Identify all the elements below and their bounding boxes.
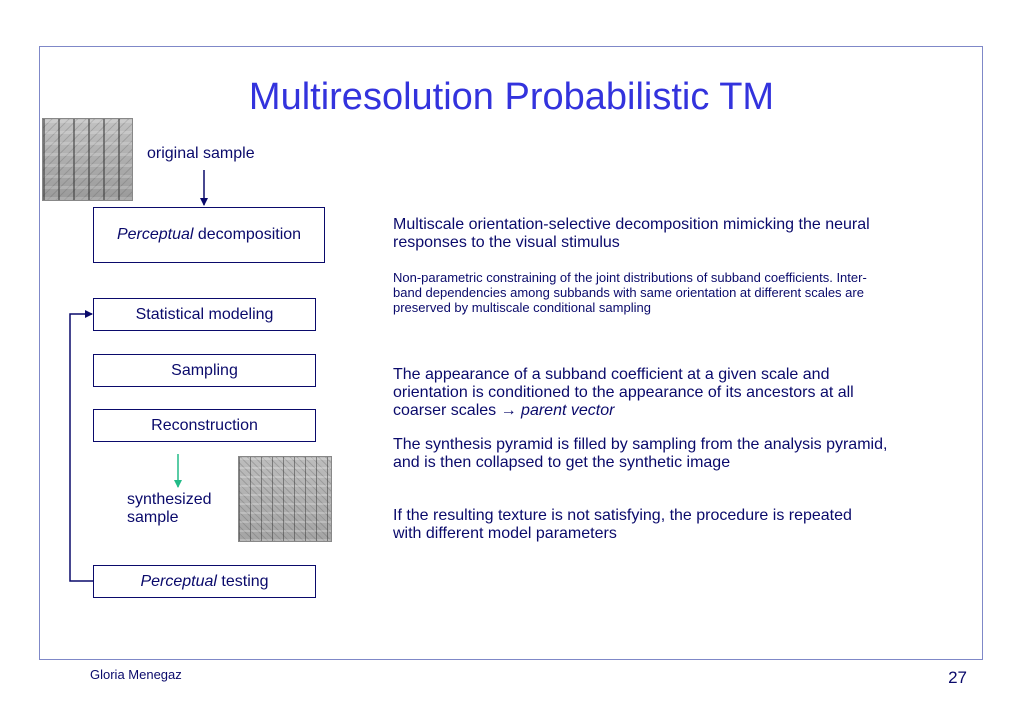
decomposition-italic: Perceptual [116,226,194,243]
page-number: 27 [948,668,967,687]
testing-label: testing [216,572,269,590]
original-sample-label: original sample [147,145,255,162]
sampling-box [93,354,316,387]
sampling-label: Sampling [171,361,238,379]
feedback-loop-arrow [70,314,94,581]
slide-title: Multiresolution Probabilistic TM [248,76,775,118]
statistical-modeling-box [93,298,316,331]
testing-italic: Perceptual [140,572,217,590]
parent-vector-text: The appearance of a subband coefficient at a given scale and orientation is conditioned to the appearance of its ancestors at all coarser scales [393,366,854,419]
description-synthesis: The synthesis pyramid is filled by sampling from the analysis pyramid, and is then collapsed to get the synthetic image [393,436,888,471]
synthesized-label-line2: sample [127,509,179,526]
footer-author: Gloria Menegaz [90,667,182,682]
reconstruction-label: Reconstruction [151,416,258,434]
statistical-modeling-label: Statistical modeling [135,305,274,323]
description-modeling: Non-parametric constraining of the joint distributions of subband coefficients. Inter-band dependencies among subbands with same orientation at different scales are preserved by multiscale conditional sampling [393,270,867,315]
perceptual-testing-box [93,565,316,598]
decomposition-box [93,207,325,263]
synthesized-label-line1: synthesized [127,491,212,508]
reconstruction-box [93,409,316,442]
description-testing: If the resulting texture is not satisfying, the procedure is repeated with different model parameters [393,507,852,542]
decomposition-label: decomposition [193,226,302,243]
description-decomposition: Multiscale orientation-selective decomposition mimicking the neural responses to the visual stimulus [393,216,870,251]
parent-vector-term: parent vector [521,402,615,419]
description-parent-vector [393,366,903,420]
implies-arrow: → [500,402,517,419]
